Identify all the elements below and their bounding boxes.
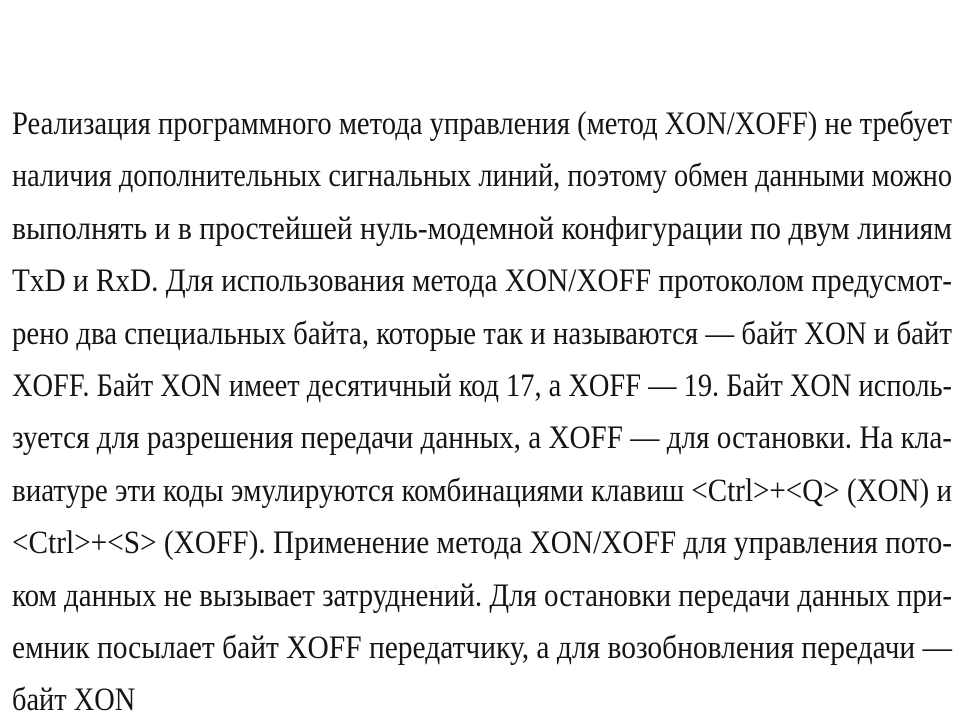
text-line-4: TxD и RxD. Для использования метода XON/XOFF протоколом предусмот- xyxy=(12,263,952,300)
text-paragraph xyxy=(12,98,952,727)
text-line-11: емник посылает байт XOFF передатчику, а для возобновления передачи — xyxy=(12,629,952,666)
text-line-10: ком данных не вызывает затруднений. Для остановки передачи данных при- xyxy=(12,577,952,614)
text-line-1: Реализация программного метода управления (метод XON/XOFF) не требует xyxy=(12,106,952,142)
text-line-6: XOFF. Байт XON имеет десятичный код 17, а XOFF — 19. Байт XON исполь- xyxy=(12,367,952,404)
text-line-9: <Ctrl>+<S> (XOFF). Применение метода XON/XOFF для управления пото- xyxy=(12,525,952,562)
text-line-12: байт XON xyxy=(12,682,136,719)
text-line-5: рено два специальных байта, которые так и называются — байт XON и байт xyxy=(12,315,953,352)
text-line-2: наличия дополнительных сигнальных линий, поэтому обмен данными можно xyxy=(12,158,952,195)
text-line-3: выполнять и в простейшей нуль-модемной конфигурации по двум линиям xyxy=(12,210,952,247)
text-line-7: зуется для разрешения передачи данных, а XOFF — для остановки. На кла- xyxy=(12,420,952,457)
text-line-8: виатуре эти коды эмулируются комбинациями клавиш <Ctrl>+<Q> (XON) и xyxy=(12,472,952,509)
